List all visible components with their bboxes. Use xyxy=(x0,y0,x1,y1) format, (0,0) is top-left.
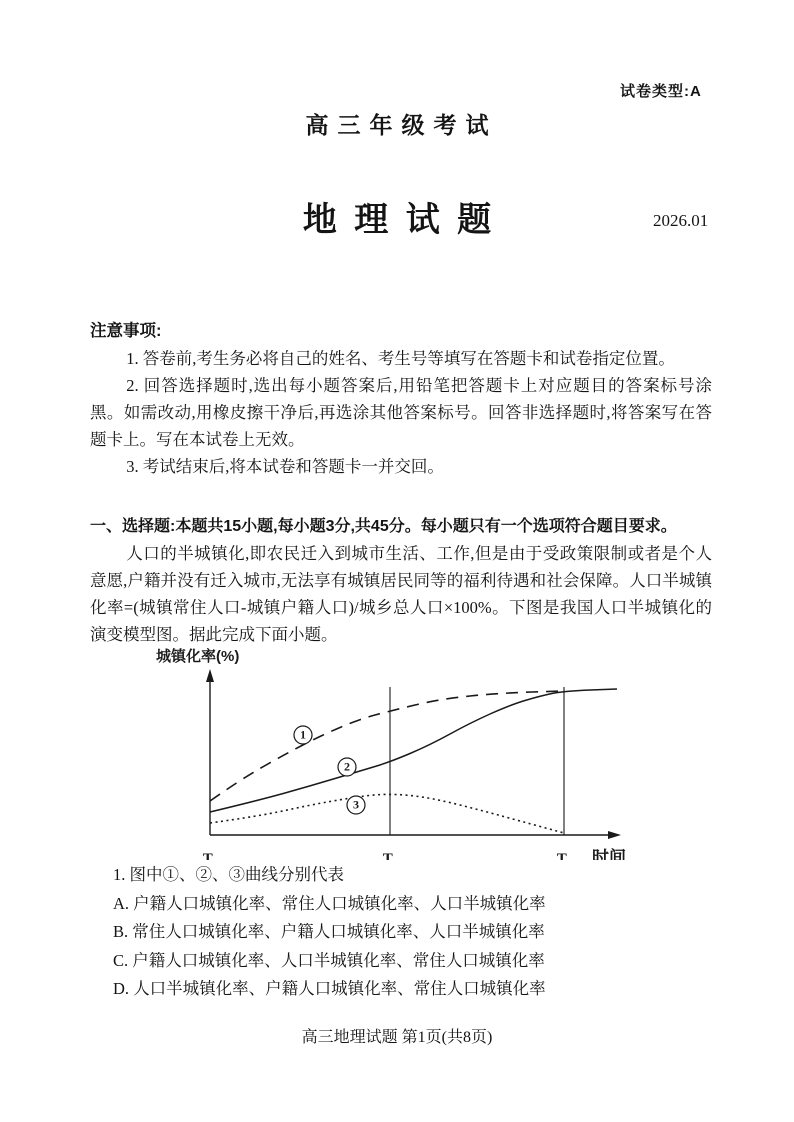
tick-label-2: T₂ xyxy=(382,851,398,860)
question-1-option-a: A. 户籍人口城镇化率、常住人口城镇化率、人口半城镇化率 xyxy=(113,893,546,913)
curve-3-label: 3 xyxy=(353,797,359,812)
notice-heading: 注意事项: xyxy=(90,322,162,340)
curve-1-label: 1 xyxy=(300,727,306,742)
question-1 xyxy=(113,861,733,1004)
notice-item-2: 2. 回答选择题时,选出每小题答案后,用铅笔把答题卡上对应题目的答案标号涂黑。如需改动,用橡皮擦干净后,再选涂其他答案标号。回答非选择题时,将答案写在答题卡上。写在本试卷上无效。 xyxy=(90,376,712,449)
curve-2-label: 2 xyxy=(344,759,350,774)
question-intro-paragraph: 人口的半城镇化,即农民迁入到城市生活、工作,但是由于受政策限制或者是个人意愿,户籍并没有迁入城市,无法享有城镇居民同等的福利待遇和社会保障。人口半城镇化率=(城镇常住人口-城镇户籍人口)/城乡总人口×100%。下图是我国人口半城镇化的演变模型图。据此完成下面小题。 xyxy=(90,544,712,644)
y-axis-arrow xyxy=(206,669,214,682)
exam-title: 高三年级考试 xyxy=(305,112,498,138)
tick-label-1: T₁ xyxy=(202,851,218,860)
figure-container xyxy=(130,645,670,860)
question-1-option-c: C. 户籍人口城镇化率、人口半城镇化率、常住人口城镇化率 xyxy=(113,950,545,970)
x-axis-arrow xyxy=(608,831,621,839)
curve-2-path xyxy=(210,689,617,812)
question-1-option-d: D. 人口半城镇化率、户籍人口城镇化率、常住人口城镇化率 xyxy=(113,979,546,998)
urbanization-model-chart xyxy=(130,645,670,860)
section-heading-choice: 一、选择题:本题共15小题,每小题3分,共45分。每小题只有一个选项符合题目要求。 xyxy=(90,518,677,535)
question-1-option-b: B. 常住人口城镇化率、户籍人口城镇化率、人口半城镇化率 xyxy=(113,922,545,941)
notice-item-3: 3. 考试结束后,将本试卷和答题卡一并交回。 xyxy=(126,457,444,476)
y-axis-title: 城镇化率(%) xyxy=(156,648,240,665)
curve-1-path xyxy=(210,691,564,801)
exam-date: 2026.01 xyxy=(653,211,709,230)
paper-type-label: 试卷类型:A xyxy=(620,83,702,100)
page-footer: 高三地理试题 第1页(共8页) xyxy=(301,1029,493,1046)
tick-label-3: T₃ xyxy=(556,851,572,860)
notice-item-1: 1. 答卷前,考生务必将自己的姓名、考生号等填写在答题卡和试卷指定位置。 xyxy=(126,349,675,368)
question-1-stem: 1. 图中①、②、③曲线分别代表 xyxy=(113,865,344,884)
x-axis-title: 时间 xyxy=(592,848,626,860)
subject-title: 地 理 试 题 xyxy=(302,201,496,239)
curve-3-path xyxy=(210,794,564,833)
notice-section xyxy=(90,318,712,480)
